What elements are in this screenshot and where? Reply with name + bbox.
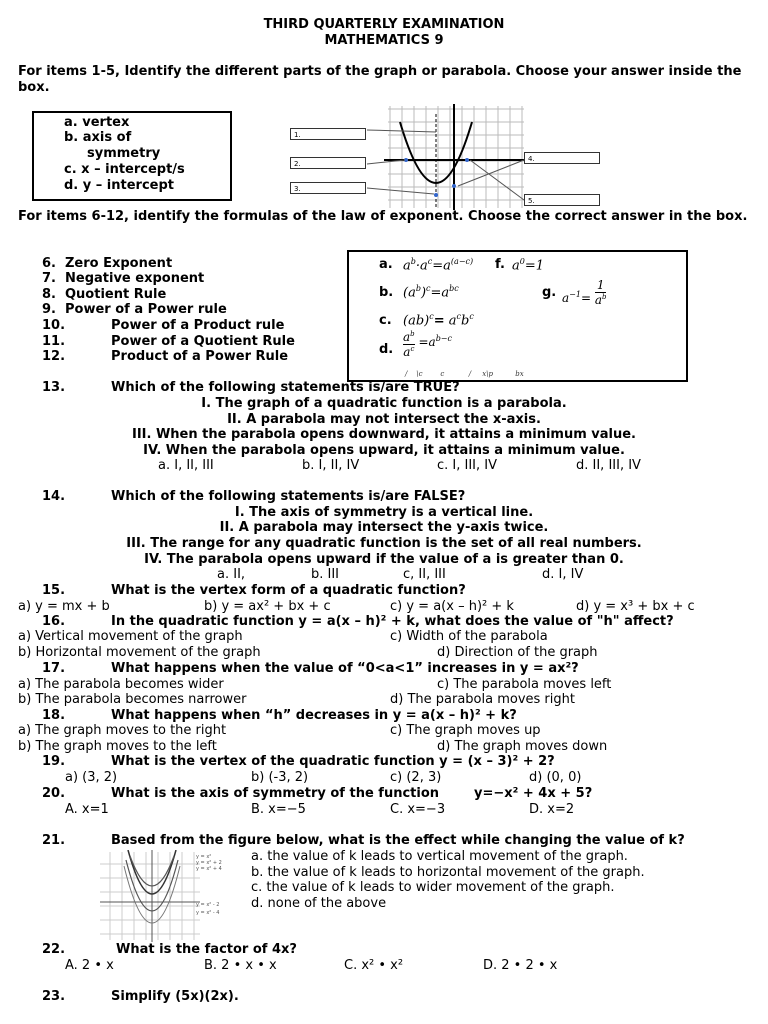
formula-letter-b: b.: [379, 285, 394, 300]
q13-number: 13.: [42, 380, 66, 395]
q23-number: 23.: [42, 989, 66, 1004]
q13-statement-4: IV. When the parabola opens upward, it attains a minimum value.: [143, 443, 625, 458]
formula-letter-g: g.: [542, 285, 557, 300]
q14-text: Which of the following statements is/are FALSE?: [111, 489, 466, 504]
shifted-parabolas-svg: [100, 850, 240, 942]
q17-choice-a[interactable]: a) The parabola becomes wider: [18, 677, 224, 692]
q13-statement-1: I. The graph of a quadratic function is a parabola.: [201, 396, 567, 411]
q14-choice-c[interactable]: c, II, III: [403, 567, 446, 582]
q16-choice-b[interactable]: b) Horizontal movement of the graph: [18, 645, 261, 660]
graph-label-5: 5.: [524, 194, 600, 206]
q17-text: What happens when the value of “0<a<1” increases in y = ax²?: [111, 661, 579, 676]
q14-statement-3: III. The range for any quadratic function is the set of all real numbers.: [126, 536, 642, 551]
q22-text: What is the factor of 4x?: [116, 942, 297, 957]
graph-label-3: 3.: [290, 182, 366, 194]
q20-text: What is the axis of symmetry of the function: [111, 786, 440, 801]
q19-number: 19.: [42, 754, 66, 769]
graph-label-2: 2.: [290, 157, 366, 169]
choice-axis-cont: symmetry: [87, 146, 161, 161]
q14-choice-d[interactable]: d. I, IV: [542, 567, 584, 582]
q13-choice-b[interactable]: b. I, II, IV: [302, 458, 360, 473]
item-label: Product of a Power Rule: [111, 349, 289, 364]
q15-choice-a[interactable]: a) y = mx + b: [18, 599, 110, 614]
q23-text: Simplify (5x)(2x).: [111, 989, 239, 1004]
q22-choice-d[interactable]: D. 2 • 2 • x: [483, 958, 558, 973]
formula-letter-f: f.: [495, 257, 505, 272]
item-label: Power of a Power rule: [65, 302, 227, 317]
q13-choice-a[interactable]: a. I, II, III: [158, 458, 214, 473]
q18-choice-c[interactable]: c) The graph moves up: [390, 723, 541, 738]
formula-cutoff-row: / \c c / x\p bx: [405, 370, 524, 378]
q15-choice-b[interactable]: b) y = ax² + bx + c: [204, 599, 331, 614]
q16-choice-c[interactable]: c) Width of the parabola: [390, 629, 548, 644]
q18-number: 18.: [42, 708, 66, 723]
q16-choice-d[interactable]: d) Direction of the graph: [437, 645, 598, 660]
svg-text:y = x² - 2: y = x² - 2: [196, 902, 220, 908]
formula-letter-d: d.: [379, 342, 394, 357]
q15-choice-d[interactable]: d) y = x³ + bx + c: [576, 599, 695, 614]
section2-instruction: For items 6-12, identify the formulas of the law of exponent. Choose the correct answer in the box.: [18, 209, 748, 224]
q16-number: 16.: [42, 614, 66, 629]
q21-choice-a[interactable]: a. the value of k leads to vertical movement of the graph.: [251, 849, 628, 864]
q20-choice-b[interactable]: B. x=−5: [251, 802, 306, 817]
choice-axis: b. axis of: [64, 130, 132, 145]
choice-vertex: a. vertex: [64, 115, 130, 130]
q15-number: 15.: [42, 583, 66, 598]
item-number: 11.: [42, 334, 66, 349]
item-number: 7.: [42, 271, 56, 286]
exam-subject: MATHEMATICS 9: [324, 33, 444, 48]
q14-choice-b[interactable]: b. III: [311, 567, 340, 582]
item-label: Negative exponent: [65, 271, 205, 286]
q17-choice-b[interactable]: b) The parabola becomes narrower: [18, 692, 247, 707]
q22-choice-a[interactable]: A. 2 • x: [65, 958, 114, 973]
q13-statement-2: II. A parabola may not intersect the x-axis.: [227, 412, 541, 427]
q13-statement-3: III. When the parabola opens downward, it attains a minimum value.: [131, 427, 636, 442]
q14-choice-a[interactable]: a. II,: [217, 567, 246, 582]
formula-d: $\frac{a^b}{a^c}$ $=a^{b-c}$: [403, 330, 452, 359]
q22-number: 22.: [42, 942, 66, 957]
section1-instruction: For items 1-5, Identify the different parts of the graph or parabola. Choose your answer inside the box.: [18, 64, 742, 95]
item-label: Quotient Rule: [65, 287, 167, 302]
q22-choice-b[interactable]: B. 2 • x • x: [204, 958, 277, 973]
q20-choice-a[interactable]: A. x=1: [65, 802, 109, 817]
q14-statement-2: II. A parabola may intersect the y-axis twice.: [219, 520, 549, 535]
q21-choice-d[interactable]: d. none of the above: [251, 896, 387, 911]
q17-number: 17.: [42, 661, 66, 676]
item-number: 12.: [42, 349, 66, 364]
q19-choice-c[interactable]: c) (2, 3): [390, 770, 442, 785]
svg-text:y = x² + 4: y = x² + 4: [196, 866, 222, 872]
q21-number: 21.: [42, 833, 66, 848]
q13-choice-c[interactable]: c. I, III, IV: [437, 458, 498, 473]
q15-text: What is the vertex form of a quadratic function?: [111, 583, 466, 598]
parabola-figure: [288, 104, 606, 210]
q15-choice-c[interactable]: c) y = a(x – h)² + k: [390, 599, 514, 614]
choice-x-intercept: c. x – intercept/s: [64, 162, 185, 177]
item-number: 8.: [42, 287, 56, 302]
formula-a: $a^b\cdot a^c=a^{(a-c)}$: [403, 257, 474, 274]
q18-choice-b[interactable]: b) The graph moves to the left: [18, 739, 217, 754]
item-label: Power of a Product rule: [111, 318, 285, 333]
q20-choice-c[interactable]: C. x=−3: [390, 802, 446, 817]
formula-g: $a^{-1}=$ $\frac{1}{a^b}$: [562, 278, 607, 307]
q13-text: Which of the following statements is/are TRUE?: [111, 380, 460, 395]
item-number: 6.: [42, 256, 56, 271]
q18-choice-a[interactable]: a) The graph moves to the right: [18, 723, 227, 738]
q20-choice-d[interactable]: D. x=2: [529, 802, 575, 817]
graph-label-4: 4.: [524, 152, 600, 164]
item-number: 9.: [42, 302, 56, 317]
q14-number: 14.: [42, 489, 66, 504]
choice-y-intercept: d. y – intercept: [64, 178, 174, 193]
q18-choice-d[interactable]: d) The graph moves down: [437, 739, 608, 754]
q16-text: In the quadratic function y = a(x – h)² + k, what does the value of "h" affect?: [111, 614, 674, 629]
svg-text:y = x²: y = x²: [196, 854, 212, 860]
q17-choice-d[interactable]: d) The parabola moves right: [390, 692, 575, 707]
q19-choice-b[interactable]: b) (-3, 2): [251, 770, 309, 785]
item-number: 10.: [42, 318, 66, 333]
formula-b: $(a^b)^c=a^{bc}$: [403, 284, 459, 301]
q19-choice-d[interactable]: d) (0, 0): [529, 770, 582, 785]
q14-statement-1: I. The axis of symmetry is a vertical line.: [234, 505, 534, 520]
q14-statement-4: IV. The parabola opens upward if the value of a is greater than 0.: [144, 552, 624, 567]
q19-choice-a[interactable]: a) (3, 2): [65, 770, 118, 785]
q18-text: What happens when “h” decreases in y = a(x – h)² + k?: [111, 708, 517, 723]
q20-function: y=−x² + 4x + 5?: [474, 786, 593, 801]
q13-choice-d[interactable]: d. II, III, IV: [576, 458, 641, 473]
formula-c: $(ab)^c= a^cb^c$: [403, 312, 474, 329]
svg-text:y = x² - 4: y = x² - 4: [196, 910, 220, 916]
q21-text: Based from the figure below, what is the effect while changing the value of k?: [111, 833, 685, 848]
q20-number: 20.: [42, 786, 66, 801]
formula-letter-c: c.: [379, 313, 392, 328]
q21-figure: [100, 850, 240, 942]
q21-choice-b[interactable]: b. the value of k leads to horizontal movement of the graph.: [251, 865, 645, 880]
item-label: Power of a Quotient Rule: [111, 334, 295, 349]
q19-text: What is the vertex of the quadratic function y = (x – 3)² + 2?: [111, 754, 555, 769]
graph-label-1: 1.: [290, 128, 366, 140]
formula-f: $a^0=1$: [512, 257, 545, 274]
q22-choice-c[interactable]: C. x² • x²: [344, 958, 404, 973]
item-label: Zero Exponent: [65, 256, 173, 271]
q16-choice-a[interactable]: a) Vertical movement of the graph: [18, 629, 243, 644]
formula-letter-a: a.: [379, 257, 393, 272]
exam-title: THIRD QUARTERLY EXAMINATION: [263, 17, 505, 32]
q21-choice-c[interactable]: c. the value of k leads to wider movement of the graph.: [251, 880, 615, 895]
svg-text:y = x² + 2: y = x² + 2: [196, 860, 222, 866]
q17-choice-c[interactable]: c) The parabola moves left: [437, 677, 612, 692]
